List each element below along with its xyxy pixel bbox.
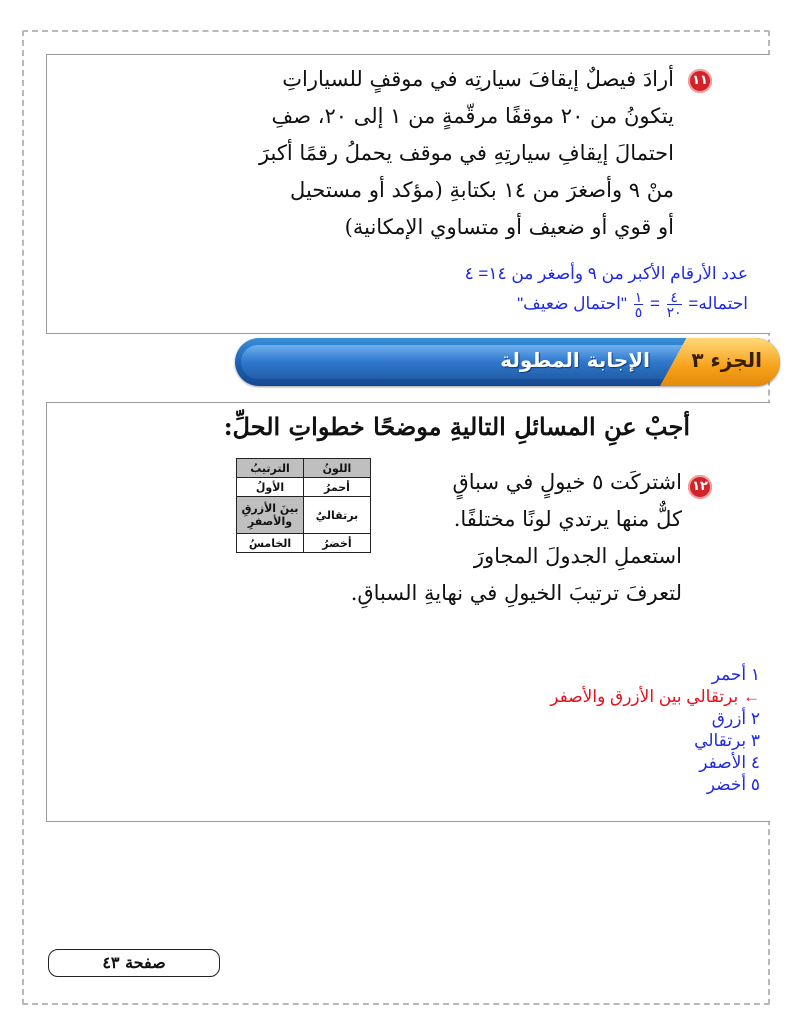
banner-title: الإجابة المطولة	[500, 348, 650, 372]
answer-line: ١ أحمر	[711, 665, 760, 684]
question-11-line: أرادَ فيصلٌ إيقافَ سيارتِه في موقفٍ للسياراتِ	[282, 67, 674, 91]
fraction-1-5	[634, 290, 644, 319]
answer-suffix: "احتمال ضعيف"	[517, 293, 627, 313]
fraction-denominator: ٢٠	[666, 304, 682, 320]
banner-part-label: الجزء ٣	[691, 348, 762, 372]
fraction-numerator: ٤	[667, 290, 682, 305]
question-12-line: اشتركَت ٥ خيولٍ في سباقٍ	[452, 470, 682, 494]
question-11-line: احتمالَ إيقافِ سيارتِهِ في موقف يحملُ رقمًا أكبرَ	[258, 141, 674, 165]
table-cell: أخضرُ	[304, 534, 371, 553]
fraction-denominator: ٥	[634, 304, 643, 320]
answer-count-line: عدد الأرقام الأكبر من ٩ وأصغر من ١٤= ٤	[464, 264, 748, 283]
question-12-line: استعملِ الجدولَ المجاورَ	[473, 544, 682, 568]
equals-sign: =	[649, 293, 660, 313]
question-11-number: ١١	[688, 69, 712, 93]
question-11-line: يتكونُ من ٢٠ موقفًا مرقّمةٍ من ١ إلى ٢٠، صفِ	[271, 104, 674, 128]
answer-line: ٤ الأصفر	[699, 753, 760, 772]
table-cell: الخامسُ	[237, 534, 304, 553]
answer-prefix: احتماله=	[688, 293, 748, 313]
answer-line-note: ← برتقالي بين الأزرق والأصفر	[550, 687, 760, 706]
question-12-number: ١٢	[688, 475, 712, 499]
answer-line: ٣ برتقالي	[694, 731, 760, 750]
fraction-numerator: ١	[634, 289, 643, 305]
question-11-answer	[228, 261, 748, 319]
question-11-box	[46, 54, 770, 334]
answer-line: ٢ أزرق	[711, 709, 760, 728]
table-cell: الأولُ	[237, 478, 304, 497]
question-11-line: منْ ٩ وأصغرَ من ١٤ بكتابةِ (مؤكد أو مستحيل	[290, 178, 674, 202]
question-11-line: أو قوي أو ضعيف أو متساوي الإمكانية)	[344, 215, 674, 239]
question-11-text	[259, 61, 674, 246]
page-number-label: صفحة ٤٣	[48, 949, 220, 977]
table-cell: أحمرُ	[304, 478, 371, 497]
question-12-line: لتعرفَ ترتيبَ الخيولِ في نهايةِ السباقِ.	[350, 581, 682, 605]
table-cell: بينَ الأزرقِ والأصفرِ	[237, 497, 304, 534]
fraction-4-20	[667, 290, 682, 319]
table-header-cell: اللونُ	[304, 459, 371, 478]
answer-probability-line	[228, 290, 748, 319]
answer-line: ٥ أخضر	[706, 775, 760, 794]
question-12-line: كلٌّ منها يرتدي لونًا مختلفًا.	[453, 507, 682, 531]
section-banner	[235, 338, 780, 386]
instructions-heading: أجبْ عنِ المسائلِ التاليةِ موضحًا خطواتِ الحلِّ:	[223, 412, 690, 441]
question-12-text	[351, 464, 682, 612]
question-12-answers	[550, 664, 760, 796]
table-cell: برتقاليٌ	[304, 497, 371, 534]
table-header-cell: الترتيبُ	[237, 459, 304, 478]
